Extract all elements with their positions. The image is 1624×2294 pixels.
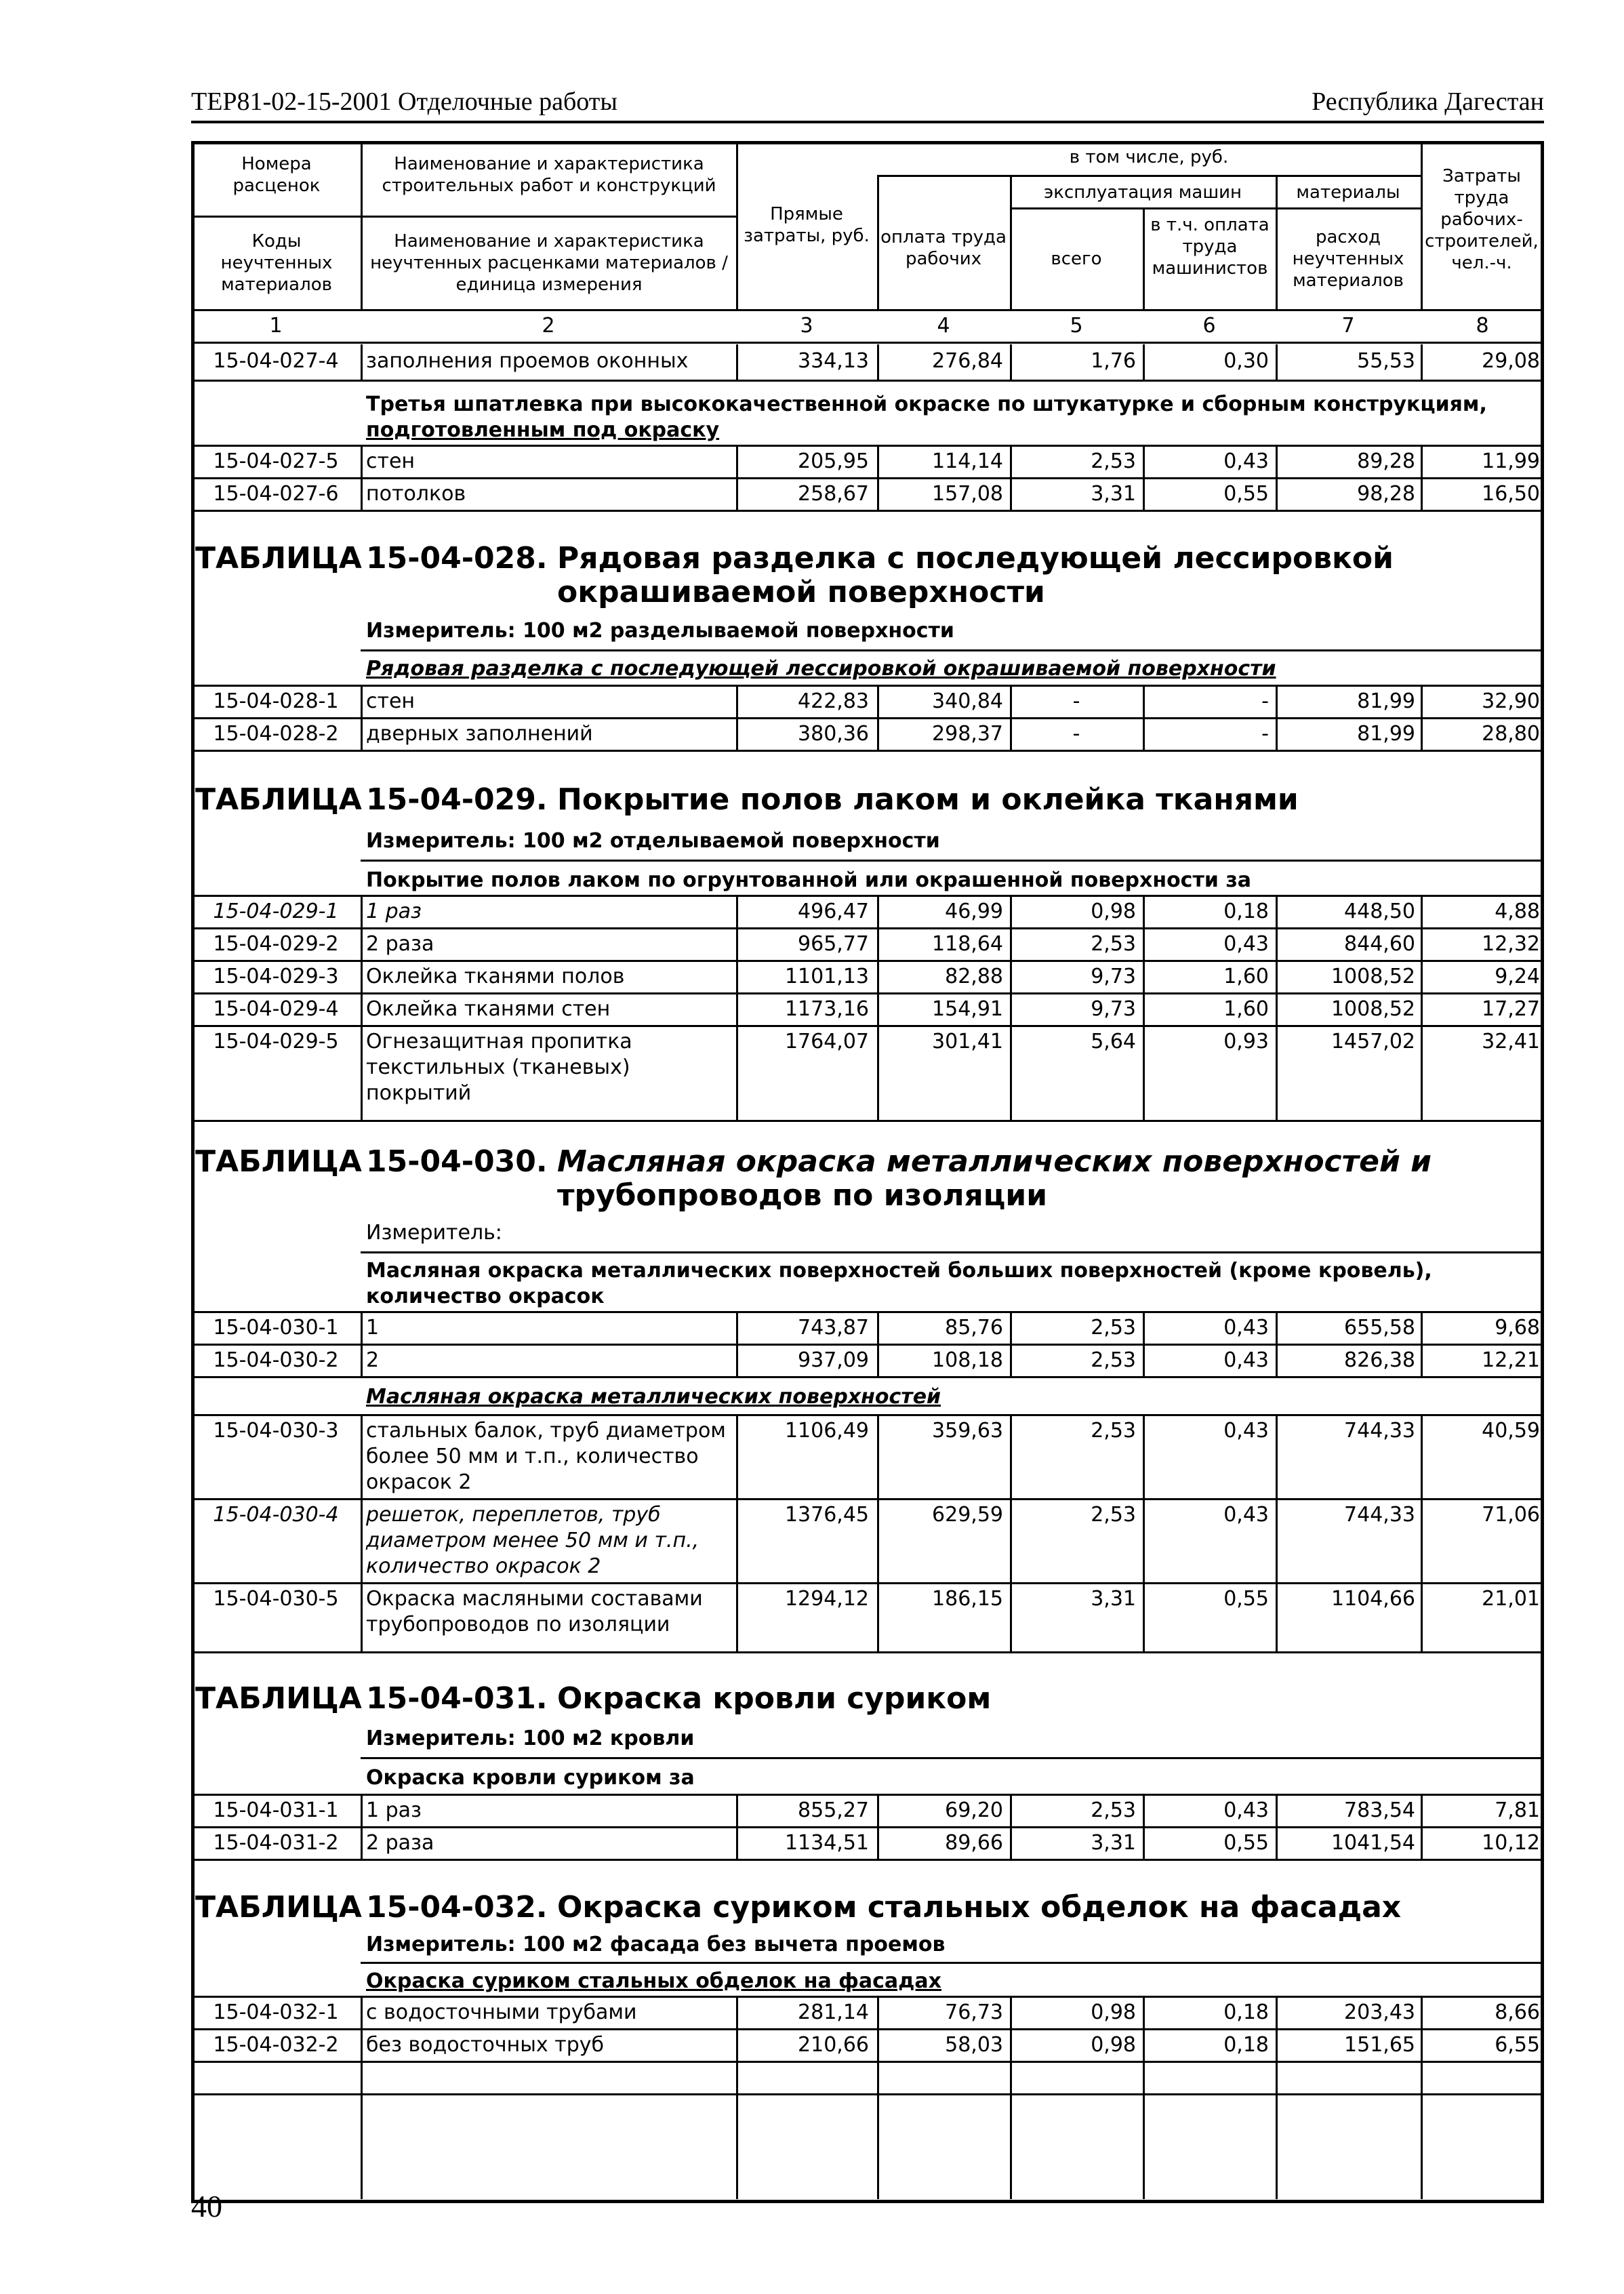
labor-hours: 9,68: [1495, 1316, 1540, 1340]
table-subheading: Рядовая разделка с последующей лессировкой окрашиваемой поверхности: [366, 657, 1276, 681]
direct-cost: 258,67: [798, 482, 869, 506]
row-rule: [191, 927, 1544, 929]
row-code: 15-04-027-4: [213, 349, 339, 373]
labor-hours: 4,88: [1495, 900, 1540, 923]
cell-divider: [1276, 895, 1278, 1120]
machinist-pay: 0,30: [1223, 349, 1269, 373]
table-number: 15-04-029.: [366, 782, 548, 817]
cell-divider: [1143, 445, 1145, 510]
machinist-pay: 0,43: [1223, 1419, 1269, 1443]
row-code: 15-04-030-4: [213, 1503, 339, 1527]
row-name: с водосточными трубами: [366, 2000, 637, 2024]
direct-cost: 937,09: [798, 1348, 869, 1372]
materials-header: материалы: [1296, 182, 1400, 203]
col-number: 8: [1476, 314, 1489, 338]
labor-hours: 17,27: [1482, 997, 1540, 1021]
table-number: 15-04-032.: [366, 1890, 548, 1925]
row-name: 2: [366, 1348, 380, 1372]
table-title: Окраска кровли суриком: [557, 1681, 992, 1716]
row-rule: [361, 1757, 1544, 1759]
materials-cost: 81,99: [1357, 689, 1415, 713]
labor-hours: 12,21: [1482, 1348, 1540, 1372]
machines-total: 2,53: [1091, 1316, 1136, 1340]
header-rule-inner: [191, 216, 736, 218]
row-code: 15-04-029-5: [213, 1030, 339, 1053]
page-number: 40: [191, 2189, 222, 2223]
row-name: 1: [366, 1316, 380, 1340]
materials-cost: 55,53: [1357, 349, 1415, 373]
col-number: 5: [1070, 314, 1083, 338]
row-rule: [191, 717, 1544, 719]
cell-divider: [1010, 895, 1012, 1120]
materials-cost: 1457,02: [1331, 1030, 1415, 1053]
machinist-pay: 1,60: [1223, 997, 1269, 1021]
cell-divider: [877, 1414, 879, 1651]
header-rule-inner: [877, 175, 1421, 177]
row-code: 15-04-030-5: [213, 1587, 339, 1611]
row-code: 15-04-032-1: [213, 2000, 339, 2024]
row-name: решеток, переплетов, труб диаметром менее 50 мм и т.п., количество окрасок 2: [366, 1503, 699, 1578]
group-heading: подготовленным под окраску: [366, 418, 720, 442]
cell-divider: [1421, 1414, 1423, 1651]
labor-pay: 85,76: [945, 1316, 1003, 1340]
machinist-pay: 0,18: [1223, 2033, 1269, 2057]
table-title: Рядовая разделка с последующей лессировкой: [557, 541, 1394, 576]
cell-divider: [1010, 1996, 1012, 2199]
labor-hours: 32,41: [1482, 1030, 1540, 1053]
cell-divider: [877, 1996, 879, 2199]
labor-pay: 82,88: [945, 965, 1003, 988]
cell-divider: [1010, 344, 1012, 380]
labor-hours: 7,81: [1495, 1798, 1540, 1822]
materials-cost: 744,33: [1344, 1503, 1415, 1527]
table-subheading: Окраска суриком стальных обделок на фасадах: [366, 1969, 941, 1993]
direct-cost: 210,66: [798, 2033, 869, 2057]
materials-cost: 744,33: [1344, 1419, 1415, 1443]
labor-hours: 10,12: [1482, 1831, 1540, 1855]
row-name: 2 раза: [366, 932, 434, 956]
labor-pay: 58,03: [945, 2033, 1003, 2057]
cell-divider: [877, 445, 879, 510]
row-name: Окраска масляными составами трубопроводов по изоляции: [366, 1587, 703, 1636]
row-name: 1 раз: [366, 900, 422, 923]
labor-hours: 9,24: [1495, 965, 1540, 988]
header-rule: [191, 121, 1544, 123]
table-measure: Измеритель: 100 м2 кровли: [366, 1727, 695, 1750]
direct-cost: 334,13: [798, 349, 869, 373]
labor-pay: 340,84: [932, 689, 1003, 713]
row-rule: [191, 750, 1544, 752]
row-rule: [191, 510, 1544, 512]
direct-cost: 1173,16: [784, 997, 869, 1021]
materials-cost: 81,99: [1357, 722, 1415, 746]
row-rule: [191, 895, 1544, 897]
machines-header: эксплуатация машин: [1043, 182, 1242, 203]
row-code: 15-04-030-3: [213, 1419, 339, 1443]
row-rule: [191, 1582, 1544, 1584]
direct-cost: 1134,51: [784, 1831, 869, 1855]
col3-header: Прямые затраты, руб.: [744, 204, 870, 246]
machinist-pay: 0,55: [1223, 482, 1269, 506]
row-code: 15-04-031-1: [213, 1798, 339, 1822]
row-rule: [191, 1376, 1544, 1378]
machines-total: 3,31: [1091, 1587, 1136, 1611]
cell-divider: [1276, 1414, 1278, 1651]
cell-divider: [736, 1414, 738, 1651]
labor-pay: 154,91: [932, 997, 1003, 1021]
col-divider: [877, 176, 879, 309]
direct-cost: 1106,49: [784, 1419, 869, 1443]
table-label: ТАБЛИЦА: [195, 782, 362, 817]
row-code: 15-04-027-5: [213, 449, 339, 473]
col8-header: Затраты труда рабочих-строителей, чел.-ч.: [1425, 166, 1539, 273]
machinist-pay: 0,43: [1223, 932, 1269, 956]
cell-divider: [1143, 685, 1145, 750]
labor-hours: 11,99: [1482, 449, 1540, 473]
cell-divider: [877, 1311, 879, 1376]
row-name: дверных заполнений: [366, 722, 593, 746]
machinist-pay: 0,43: [1223, 1503, 1269, 1527]
machinist-pay: 0,55: [1223, 1831, 1269, 1855]
materials-cost: 151,65: [1344, 2033, 1415, 2057]
row-code: 15-04-028-1: [213, 689, 339, 713]
col4-header: оплата труда рабочих: [880, 227, 1007, 269]
direct-cost: 422,83: [798, 689, 869, 713]
row-rule: [191, 2061, 1544, 2063]
labor-pay: 46,99: [945, 900, 1003, 923]
materials-cost: 89,28: [1357, 449, 1415, 473]
row-rule: [191, 1651, 1544, 1653]
col1-header-bottom: Коды неучтенных материалов: [220, 231, 333, 295]
row-rule: [191, 1794, 1544, 1796]
cell-divider: [1421, 1794, 1423, 1859]
table-measure: Измеритель: 100 м2 фасада без вычета проемов: [366, 1933, 946, 1956]
labor-pay: 186,15: [932, 1587, 1003, 1611]
cell-divider: [1421, 1996, 1423, 2199]
col7-header: расход неучтенных материалов: [1292, 227, 1404, 291]
row-name: Оклейка тканями полов: [366, 965, 625, 988]
col5-header: всего: [1051, 249, 1102, 269]
col1-header-top: Номера расценок: [232, 154, 321, 196]
document-header-title: ТЕР81-02-15-2001 Отделочные работы: [191, 87, 617, 116]
header-rule-numbers: [191, 342, 1544, 344]
cell-divider: [1143, 1414, 1145, 1651]
machinist-pay: 0,43: [1223, 449, 1269, 473]
labor-hours: 29,08: [1482, 349, 1540, 373]
labor-hours: 21,01: [1482, 1587, 1540, 1611]
machinist-pay: 1,60: [1223, 965, 1269, 988]
col-number: 6: [1202, 314, 1216, 338]
machinist-pay: 0,55: [1223, 1587, 1269, 1611]
row-name: заполнения проемов оконных: [366, 349, 689, 373]
cell-divider: [1421, 1311, 1423, 1376]
labor-hours: 32,90: [1482, 689, 1540, 713]
labor-pay: 114,14: [932, 449, 1003, 473]
cell-divider: [1421, 445, 1423, 510]
row-code: 15-04-030-1: [213, 1316, 339, 1340]
machines-total: 0,98: [1091, 2000, 1136, 2024]
machinist-pay: -: [1261, 689, 1269, 713]
labor-hours: 8,66: [1495, 2000, 1540, 2024]
row-name: потолков: [366, 482, 466, 506]
labor-hours: 28,80: [1482, 722, 1540, 746]
direct-cost: 1764,07: [784, 1030, 869, 1053]
cell-divider: [1421, 685, 1423, 750]
col2-header-top: Наименование и характеристика строительных работ и конструкций: [382, 154, 716, 196]
table-measure: Измеритель: 100 м2 отделываемой поверхности: [366, 829, 940, 853]
row-rule: [361, 1251, 1544, 1253]
row-rule: [191, 1344, 1544, 1346]
table-title: Окраска суриком стальных обделок на фасадах: [557, 1890, 1402, 1925]
direct-cost: 281,14: [798, 2000, 869, 2024]
row-name: 1 раз: [366, 1798, 422, 1822]
row-rule: [191, 992, 1544, 994]
labor-pay: 301,41: [932, 1030, 1003, 1053]
table-number: 15-04-030.: [366, 1144, 548, 1179]
cell-divider: [877, 344, 879, 380]
row-code: 15-04-029-4: [213, 997, 339, 1021]
row-name: 2 раза: [366, 1831, 434, 1855]
cell-divider: [1276, 1311, 1278, 1376]
row-code: 15-04-029-3: [213, 965, 339, 988]
cell-divider: [877, 895, 879, 1120]
col-divider: [361, 141, 363, 309]
materials-cost: 1041,54: [1331, 1831, 1415, 1855]
direct-cost: 1376,45: [784, 1503, 869, 1527]
labor-pay: 89,66: [945, 1831, 1003, 1855]
cell-divider: [1143, 895, 1145, 1120]
cell-divider: [361, 1794, 363, 1859]
row-code: 15-04-027-6: [213, 482, 339, 506]
row-code: 15-04-031-2: [213, 1831, 339, 1855]
row-code: 15-04-030-2: [213, 1348, 339, 1372]
cell-divider: [361, 895, 363, 1120]
labor-pay: 298,37: [932, 722, 1003, 746]
machines-total: 9,73: [1091, 965, 1136, 988]
table-subheading: Масляная окраска металлических поверхностей: [366, 1385, 941, 1409]
row-rule: [361, 860, 1544, 862]
direct-cost: 1101,13: [784, 965, 869, 988]
cell-divider: [1276, 1794, 1278, 1859]
cell-divider: [1143, 1794, 1145, 1859]
materials-cost: 783,54: [1344, 1798, 1415, 1822]
col-number: 1: [269, 314, 283, 338]
cell-divider: [877, 685, 879, 750]
col-number: 2: [542, 314, 555, 338]
cell-divider: [1143, 1311, 1145, 1376]
table-subheading: Масляная окраска металлических поверхностей больших поверхностей (кроме кровель),: [366, 1259, 1432, 1283]
labor-hours: 40,59: [1482, 1419, 1540, 1443]
table-title: трубопроводов по изоляции: [557, 1178, 1048, 1213]
cell-divider: [1276, 685, 1278, 750]
machines-total: 2,53: [1091, 1419, 1136, 1443]
machinist-pay: -: [1261, 722, 1269, 746]
cell-divider: [1010, 685, 1012, 750]
machines-total: 2,53: [1091, 449, 1136, 473]
group-heading: Третья шпатлевка при высококачественной окраске по штукатурке и сборным конструкциям,: [366, 393, 1487, 416]
cell-divider: [361, 1414, 363, 1651]
machines-total: 2,53: [1091, 1503, 1136, 1527]
labor-pay: 69,20: [945, 1798, 1003, 1822]
row-name: стен: [366, 689, 415, 713]
materials-cost: 203,43: [1344, 2000, 1415, 2024]
row-rule: [191, 1311, 1544, 1313]
labor-hours: 6,55: [1495, 2033, 1540, 2057]
machines-total: 2,53: [1091, 1798, 1136, 1822]
row-name: без водосточных труб: [366, 2033, 604, 2057]
row-code: 15-04-032-2: [213, 2033, 339, 2057]
row-rule: [191, 685, 1544, 687]
materials-cost: 448,50: [1344, 900, 1415, 923]
machinist-pay: 0,18: [1223, 2000, 1269, 2024]
row-rule: [191, 1498, 1544, 1500]
table-label: ТАБЛИЦА: [195, 1144, 362, 1179]
row-name: стальных балок, труб диаметром более 50 мм и т.п., количество окрасок 2: [366, 1419, 726, 1494]
machines-total: 0,98: [1091, 2033, 1136, 2057]
direct-cost: 1294,12: [784, 1587, 869, 1611]
machines-total: -: [1072, 722, 1080, 746]
labor-hours: 12,32: [1482, 932, 1540, 956]
machines-total: 5,64: [1091, 1030, 1136, 1053]
machines-total: -: [1072, 689, 1080, 713]
header-rule-bottom: [191, 309, 1544, 311]
materials-cost: 1008,52: [1331, 965, 1415, 988]
row-rule: [191, 445, 1544, 447]
cell-divider: [1010, 1414, 1012, 1651]
materials-cost: 655,58: [1344, 1316, 1415, 1340]
row-rule: [361, 649, 1544, 651]
direct-cost: 743,87: [798, 1316, 869, 1340]
cell-divider: [1276, 344, 1278, 380]
table-number: 15-04-028.: [366, 541, 548, 576]
cell-divider: [1010, 1311, 1012, 1376]
labor-hours: 16,50: [1482, 482, 1540, 506]
labor-hours: 71,06: [1482, 1503, 1540, 1527]
materials-cost: 1104,66: [1331, 1587, 1415, 1611]
cell-divider: [1143, 344, 1145, 380]
row-rule: [361, 1962, 1544, 1964]
row-rule: [191, 380, 1544, 382]
machines-total: 2,53: [1091, 932, 1136, 956]
table-number: 15-04-031.: [366, 1681, 548, 1716]
cell-divider: [1143, 1996, 1145, 2199]
machinist-pay: 0,43: [1223, 1798, 1269, 1822]
machines-total: 1,76: [1091, 349, 1136, 373]
direct-cost: 496,47: [798, 900, 869, 923]
cell-divider: [1276, 1996, 1278, 2199]
cell-divider: [361, 1996, 363, 2199]
row-rule: [191, 2093, 1544, 2095]
cell-divider: [1010, 445, 1012, 510]
table-subheading: Окраска кровли суриком за: [366, 1766, 695, 1790]
labor-pay: 118,64: [932, 932, 1003, 956]
machinist-pay: 0,93: [1223, 1030, 1269, 1053]
labor-pay: 157,08: [932, 482, 1003, 506]
cell-divider: [361, 344, 363, 380]
row-rule: [191, 1996, 1544, 1998]
cell-divider: [1421, 895, 1423, 1120]
table-title: окрашиваемой поверхности: [557, 575, 1045, 609]
row-rule: [191, 2028, 1544, 2030]
row-code: 15-04-029-1: [213, 900, 339, 923]
row-code: 15-04-029-2: [213, 932, 339, 956]
table-label: ТАБЛИЦА: [195, 1681, 362, 1716]
row-name: стен: [366, 449, 415, 473]
machinist-pay: 0,43: [1223, 1348, 1269, 1372]
machines-total: 9,73: [1091, 997, 1136, 1021]
materials-cost: 844,60: [1344, 932, 1415, 956]
machines-total: 3,31: [1091, 1831, 1136, 1855]
machinist-pay: 0,43: [1223, 1316, 1269, 1340]
materials-cost: 1008,52: [1331, 997, 1415, 1021]
machines-total: 0,98: [1091, 900, 1136, 923]
machines-total: 2,53: [1091, 1348, 1136, 1372]
col-number: 3: [800, 314, 813, 338]
table-subheading: количество окрасок: [366, 1285, 605, 1308]
cell-divider: [1421, 344, 1423, 380]
table-measure: Измеритель: 100 м2 разделываемой поверхности: [366, 619, 954, 643]
labor-pay: 76,73: [945, 2000, 1003, 2024]
row-rule: [191, 1120, 1544, 1122]
row-rule: [191, 960, 1544, 962]
cell-divider: [877, 1794, 879, 1859]
table-label: ТАБЛИЦА: [195, 541, 362, 576]
materials-cost: 826,38: [1344, 1348, 1415, 1372]
col2-header-bottom: Наименование и характеристика неучтенных расценками материалов / единица измерения: [370, 231, 728, 295]
labor-pay: 276,84: [932, 349, 1003, 373]
cell-divider: [361, 445, 363, 510]
row-rule: [191, 1826, 1544, 1828]
direct-cost: 205,95: [798, 449, 869, 473]
table-title: Покрытие полов лаком и оклейка тканями: [557, 782, 1299, 817]
row-rule: [191, 1414, 1544, 1416]
table-title: Масляная окраска металлических поверхностей и: [557, 1144, 1432, 1179]
machines-total: 3,31: [1091, 482, 1136, 506]
col6-header: в т.ч. оплата труда машинистов: [1150, 215, 1270, 279]
cell-divider: [736, 1996, 738, 2199]
labor-pay: 359,63: [932, 1419, 1003, 1443]
row-rule: [191, 1859, 1544, 1861]
cell-divider: [361, 1311, 363, 1376]
cell-divider: [1010, 1794, 1012, 1859]
row-code: 15-04-028-2: [213, 722, 339, 746]
machinist-pay: 0,18: [1223, 900, 1269, 923]
table-label: ТАБЛИЦА: [195, 1890, 362, 1925]
row-rule: [191, 477, 1544, 479]
direct-cost: 380,36: [798, 722, 869, 746]
cell-divider: [1276, 445, 1278, 510]
table-measure: Измеритель:: [366, 1221, 502, 1245]
labor-pay: 108,18: [932, 1348, 1003, 1372]
table-subheading: Покрытие полов лаком по огрунтованной или окрашенной поверхности за: [366, 868, 1251, 892]
direct-cost: 965,77: [798, 932, 869, 956]
col-number: 4: [937, 314, 950, 338]
materials-cost: 98,28: [1357, 482, 1415, 506]
cell-divider: [361, 685, 363, 750]
row-name: Огнезащитная пропитка текстильных (тканевых) покрытий: [366, 1030, 632, 1105]
row-rule: [191, 1025, 1544, 1027]
labor-pay: 629,59: [932, 1503, 1003, 1527]
header-rule-inner: [1010, 207, 1421, 209]
included-header: в том числе, руб.: [1069, 147, 1229, 167]
col-divider: [736, 141, 738, 309]
col-number: 7: [1341, 314, 1355, 338]
direct-cost: 855,27: [798, 1798, 869, 1822]
document-header-region: Республика Дагестан: [1312, 87, 1544, 116]
row-name: Оклейка тканями стен: [366, 997, 611, 1021]
